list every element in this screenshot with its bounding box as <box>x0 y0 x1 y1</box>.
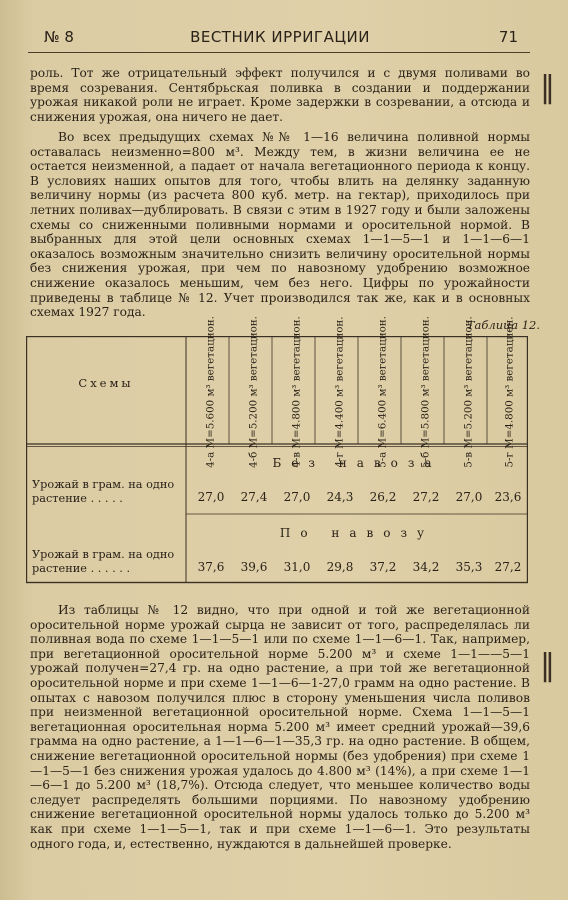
value-cell: 34,2 <box>412 560 440 574</box>
page-header <box>30 28 530 50</box>
value-cell: 27,2 <box>412 490 440 504</box>
paragraph-3-text: Из таблицы № 12 видно, что при одной и той же вегетационной оросительной норме урожай сырца не зависит от того, распределялась ли поливная вода по схеме 1—1—5—1 или по схеме 1—1—6—1. Так, например, при вегетационной оросительной норме 5.200 м³ и схеме 1—1——5—1 урожай получен=27,4 гр. на одно растение, а при той же вегетационной оросительной норме и при схеме 1—1—6—1-27,0 грамм на одно растение. В опытах с навозом получился плюс в сторону уменьшения числа поливов при неизменной вегетационной оросительной норме. Схема 1—1—5—1 вегетационная оросительная норма 5.200 м³ имеет средний урожай—39,6 грамма на одно растение, а 1—1—6—1—35,3 гр. на одно растение. В общем, снижение вегетационной оросительной нормы (без удобрения) при схеме 1—1—5—1 без снижения урожая удалось до 4.800 м³ (14%), а при схеме 1—1—6—1 до 5.200 м³ (18,7%). Отсюда следует, что меньшее количество воды следует распределять большими порциями. По навозному удобрению снижение вегетационной оросительной нормы удалось только до 5.200 м³ как при схеме 1—1—5—1, так и при схеме 1—1—6—1. Это результаты одного года, и, естественно, нуждаются в дальнейшей проверке. <box>30 603 530 851</box>
table-caption: Таблица 12. <box>466 318 540 332</box>
paragraph-2 <box>30 130 530 320</box>
value-cell: 35,3 <box>455 560 483 574</box>
value-cell: 26,2 <box>369 490 397 504</box>
journal-title: ВЕСТНИК ИРРИГАЦИИ <box>190 28 370 46</box>
row-label-with-manure: Урожай в грам. на одно растение . . . . . . <box>32 548 175 575</box>
header-rule <box>28 52 530 53</box>
col-header-5g: 5-г М=4.800 м³ вегетацион. <box>503 316 516 468</box>
scheme-header: Схемы <box>78 376 134 390</box>
value-cell: 31,0 <box>283 560 311 574</box>
page-number: 71 <box>498 28 518 46</box>
issue-number: № 8 <box>44 28 74 46</box>
value-cell: 27,2 <box>494 560 522 574</box>
col-header-5a: 5-а М=6.400 м³ вегетацион. <box>376 316 389 468</box>
band-with-manure: По навозу <box>279 526 435 540</box>
value-cell: 37,6 <box>197 560 225 574</box>
value-cell: 27,0 <box>283 490 311 504</box>
row-label-without-manure: Урожай в грам. на одно растение . . . . . <box>32 478 175 505</box>
value-cell: 37,2 <box>369 560 397 574</box>
band-without-manure: Без навоза <box>272 456 442 470</box>
value-cell: 27,4 <box>240 490 268 504</box>
col-header-4g: 4-г М=4.400 м³ вегетацион. <box>333 316 346 468</box>
value-cell: 24,3 <box>326 490 354 504</box>
value-cell: 23,6 <box>494 490 522 504</box>
value-cell: 39,6 <box>240 560 268 574</box>
paragraph-1-text: роль. Тот же отрицательный эффект получился и с двумя поливами во время созревания. Сентябрьская поливка в создании и поддержании урожая никакой роли не играет. Кроме задержки в созревании, а отсюда и снижения урожая, она ничего не дает. <box>30 66 530 124</box>
paragraph-2-text: Во всех предыдущих схемах №№ 1—16 величина поливной нормы оставалась неизменно=800 м³. Между тем, в жизни величина ее не остается неизменной, а падает от начала вегетационного периода к концу. В условиях наших опытов для того, чтобы влить на делянку заданную величину нормы (из расчета 800 куб. метр. на гектар), приходилось при летних поливах—дублировать. В связи с этим в 1927 году и были заложены схемы со сниженными поливными нормами и оросительной нормой. В выбранных для этой цели основных схемах 1—1—5—1 и 1—1—6—1 оказалось возможным значительно снизить величину оросительной нормы без снижения урожая, при чем по навозному удобрению возможное снижение оказалось меньшим, чем без него. Цифры по урожайности приведены в таблице № 12. Учет производился так же, как и в основных схемах 1927 года. <box>30 130 530 320</box>
col-header-4b: 4-б М=5.200 м³ вегетацион. <box>247 316 260 468</box>
paragraph-1 <box>30 66 530 124</box>
col-header-5b: 5-б М=5.800 м³ вегетацион. <box>419 316 432 468</box>
value-cell: 27,0 <box>455 490 483 504</box>
value-cell: 27,0 <box>197 490 225 504</box>
col-header-4v: 4-в М=4.800 м³ вегетацион. <box>290 316 303 468</box>
margin-pencil-mark: ‖ <box>540 70 555 105</box>
margin-pencil-mark: ‖ <box>540 648 555 683</box>
col-header-5v: 5-в М=5.200 м³ вегетацион. <box>462 316 475 468</box>
value-cell: 29,8 <box>326 560 354 574</box>
col-header-4a: 4-а М=5.600 м³ вегетацион. <box>204 316 217 468</box>
paragraph-3 <box>30 603 530 851</box>
